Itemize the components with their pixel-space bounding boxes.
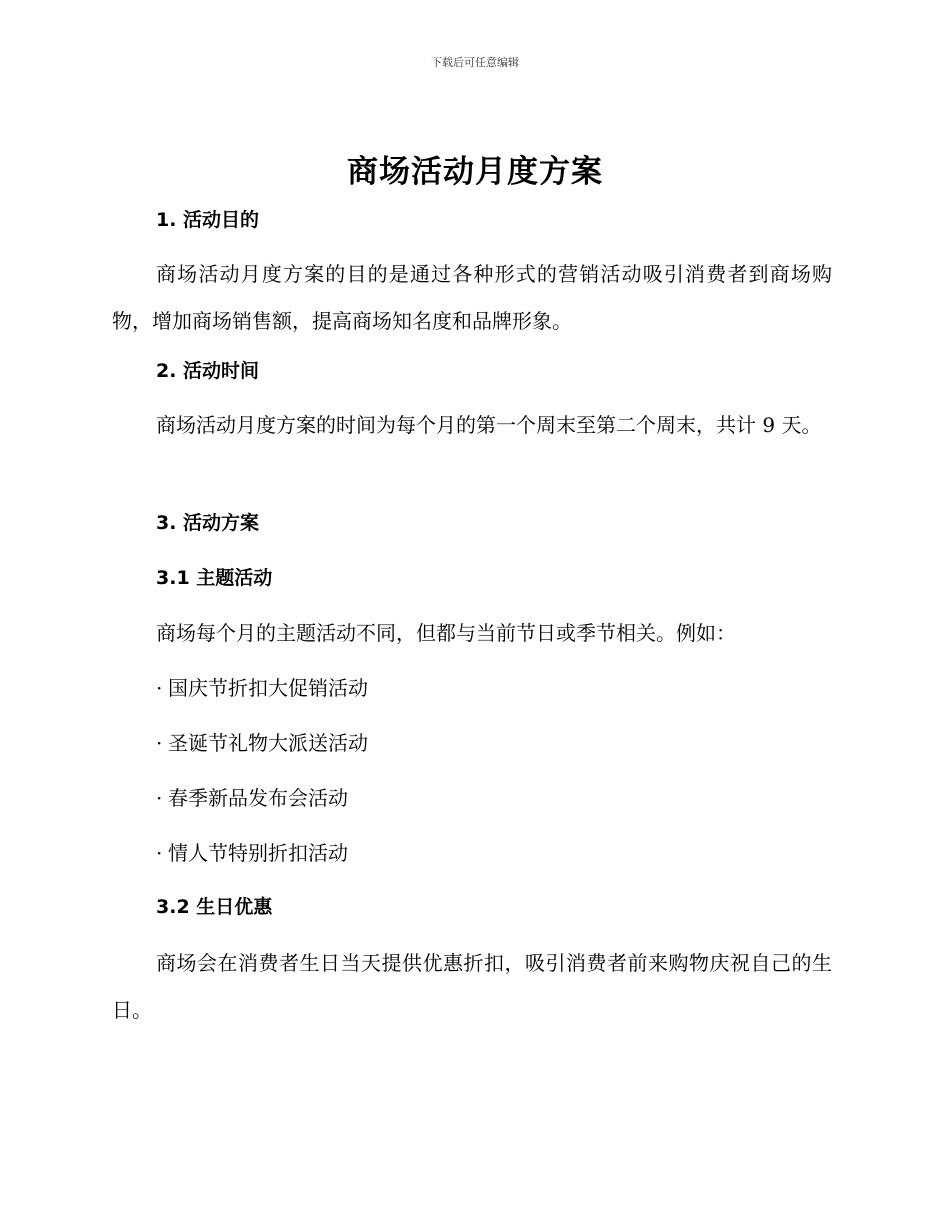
list-item-text: 春季新品发布会活动 — [168, 786, 348, 810]
section-body-time: 商场活动月度方案的时间为每个月的第一个周末至第二个周末，共计 9 天。 — [156, 413, 822, 437]
list-item-text: 国庆节折扣大促销活动 — [168, 676, 368, 700]
theme-intro: 商场每个月的主题活动不同，但都与当前节日或季节相关。例如： — [156, 621, 736, 645]
list-item-text: 圣诞节礼物大派送活动 — [168, 731, 368, 755]
section-heading-time: 2. 活动时间 — [156, 360, 260, 382]
section-heading-purpose: 1. 活动目的 — [156, 209, 260, 231]
list-item: · 圣诞节礼物大派送活动 — [156, 731, 368, 755]
list-item: · 国庆节折扣大促销活动 — [156, 676, 368, 700]
section-heading-plan: 3. 活动方案 — [156, 512, 260, 534]
list-item-text: 情人节特别折扣活动 — [168, 841, 348, 865]
document-title: 商场活动月度方案 — [347, 154, 603, 190]
list-item: · 春季新品发布会活动 — [156, 786, 348, 810]
section-heading-theme: 3.1 主题活动 — [156, 567, 273, 589]
section-body-purpose: 商场活动月度方案的目的是通过各种形式的营销活动吸引消费者到商场购物，增加商场销售额，提高商场知名度和品牌形象。 — [112, 262, 832, 333]
section-body-birthday: 商场会在消费者生日当天提供优惠折扣，吸引消费者前来购物庆祝自己的生日。 — [112, 951, 832, 1022]
header-note: 下载后可任意编辑 — [431, 56, 519, 69]
section-heading-birthday: 3.2 生日优惠 — [156, 896, 273, 918]
list-item: · 情人节特别折扣活动 — [156, 841, 348, 865]
